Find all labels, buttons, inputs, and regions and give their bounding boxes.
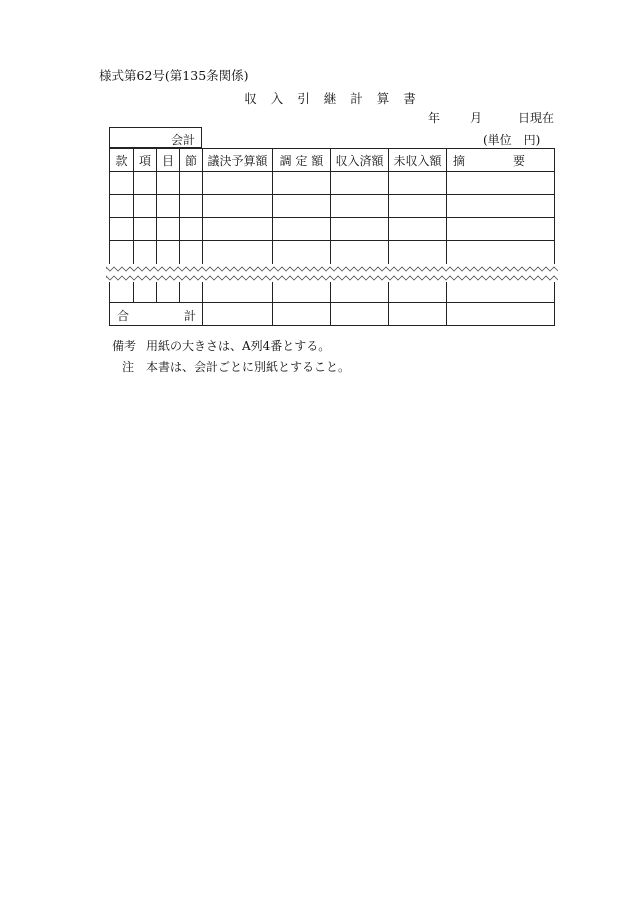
- kaikei-label: 会計: [170, 133, 195, 147]
- col-setsu: 節: [180, 149, 203, 172]
- note-text: 本書は、会計ごとに別紙とすること。: [146, 360, 351, 374]
- col-assessed: 調 定 額: [273, 149, 331, 172]
- date-line: [428, 109, 554, 126]
- table-row: [110, 172, 555, 195]
- total-label-cell: [110, 303, 203, 326]
- wavy-line-icon: [106, 264, 558, 284]
- remark-line: [112, 337, 330, 354]
- note-head: 注: [122, 360, 135, 374]
- total-table: [109, 282, 555, 326]
- unit-label: (単位 円): [483, 133, 541, 147]
- note-line: [122, 358, 350, 375]
- col-budget: 議決予算額: [203, 149, 273, 172]
- account-table: [109, 148, 555, 272]
- tear-separator: [106, 264, 558, 284]
- table-row: [110, 282, 555, 303]
- table-row: [110, 195, 555, 218]
- total-label-right: 計: [183, 309, 196, 323]
- col-received: 収入済額: [331, 149, 389, 172]
- date-month: 月: [470, 111, 483, 125]
- col-unreceived: 未収入額: [389, 149, 447, 172]
- kaikei-box: [109, 127, 202, 148]
- form-number-label: 様式第62号(第135条関係): [99, 68, 249, 83]
- col-kou: 項: [134, 149, 157, 172]
- col-remarks: 摘 要: [447, 149, 555, 172]
- date-day: 日現在: [518, 111, 555, 125]
- total-row: [110, 303, 555, 326]
- date-year: 年: [428, 111, 441, 125]
- total-label-left: 合: [117, 309, 130, 323]
- table-row: [110, 218, 555, 241]
- col-kan: 款: [110, 149, 134, 172]
- remark-head: 備考: [112, 339, 137, 353]
- col-moku: 目: [157, 149, 180, 172]
- remark-text: 用紙の大きさは、A列4番とする。: [146, 339, 331, 353]
- header-row: [110, 149, 555, 172]
- document-title: 収入引継計算書: [244, 91, 430, 106]
